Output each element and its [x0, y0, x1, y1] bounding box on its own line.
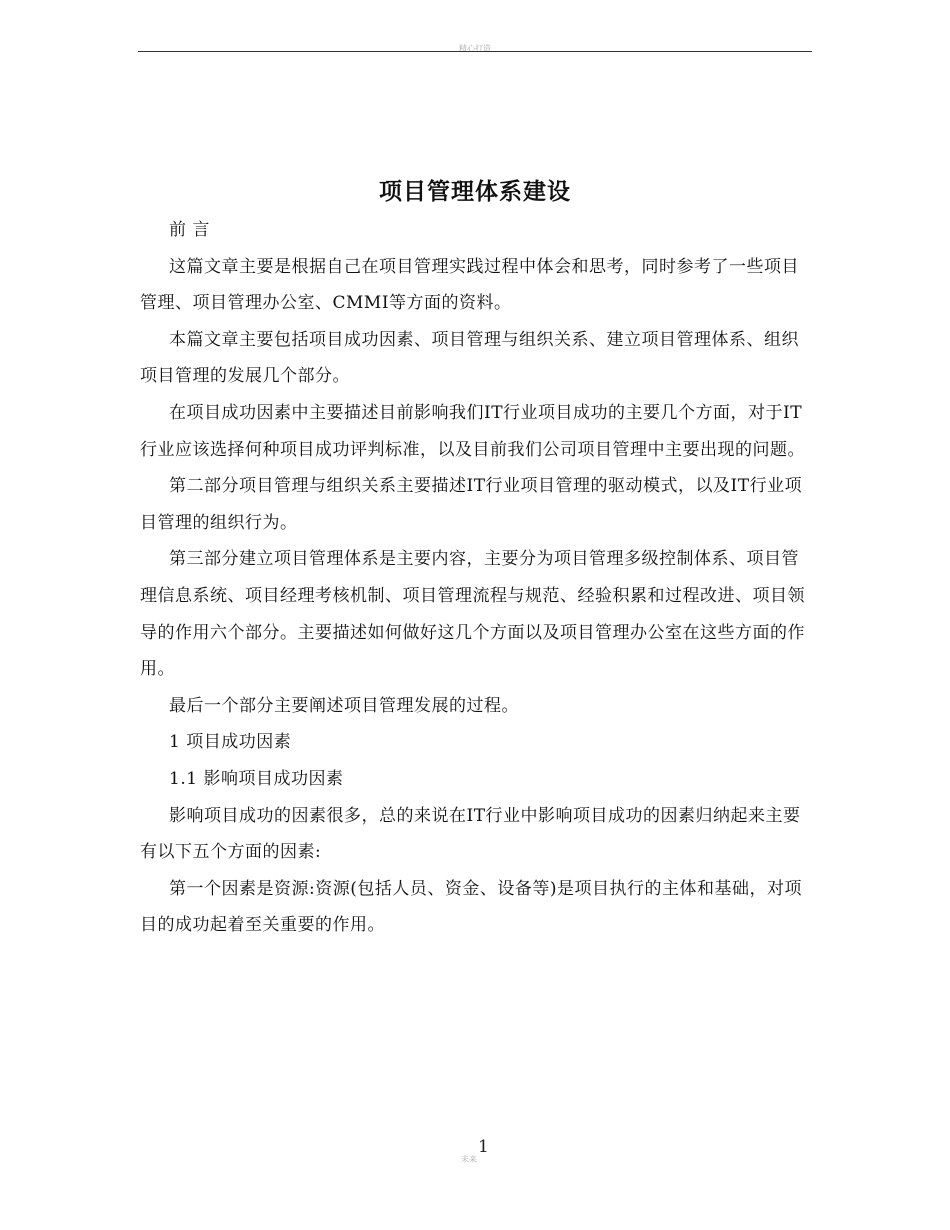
header-rule — [138, 51, 812, 52]
paragraph: 本篇文章主要包括项目成功因素、项目管理与组织关系、建立项目管理体系、组织项目管理的发展几个部分。 — [140, 329, 799, 387]
page-number: 1 — [478, 1137, 489, 1157]
paragraph: 第三部分建立项目管理体系是主要内容，主要分为项目管理多级控制体系、项目管理信息系统、项目经理考核机制、项目管理流程与规范、经验积累和过程改进、项目领导的作用六个部分。主要描述如何做好这几个方面以及项目管理办公室在这些方面的作用。 — [140, 549, 805, 680]
paragraph: 影响项目成功的因素很多，总的来说在IT行业中影响项目成功的因素归纳起来主要有以下五个方面的因素: — [140, 805, 801, 863]
paragraph: 最后一个部分主要阐述项目管理发展的过程。 — [169, 695, 519, 716]
paragraph: 这篇文章主要是根据自己在项目管理实践过程中体会和思考，同时参考了一些项目管理、项目管理办公室、CMMI等方面的资料。 — [140, 256, 799, 314]
paragraph: 第二部分项目管理与组织关系主要描述IT行业项目管理的驱动模式，以及IT行业项目管理的组织行为。 — [140, 476, 803, 533]
page-footer-text: 未来 — [461, 1155, 477, 1164]
subsection-heading: 1.1 影响项目成功因素 — [169, 768, 344, 789]
paragraph: 在项目成功因素中主要描述目前影响我们IT行业项目成功的主要几个方面，对于IT行业应该选择何种项目成功评判标准，以及目前我们公司项目管理中主要出现的问题。 — [140, 402, 805, 460]
paragraph: 第一个因素是资源:资源(包括人员、资金、设备等)是项目执行的主体和基础，对项目的成功起着至关重要的作用。 — [140, 878, 802, 936]
page-header-text: 精心打造 — [459, 44, 491, 53]
document-title: 项目管理体系建设 — [379, 179, 571, 206]
paragraph-preface-heading: 前 言 — [169, 220, 210, 240]
section-heading: 1 项目成功因素 — [169, 732, 292, 753]
document-body — [140, 212, 812, 944]
